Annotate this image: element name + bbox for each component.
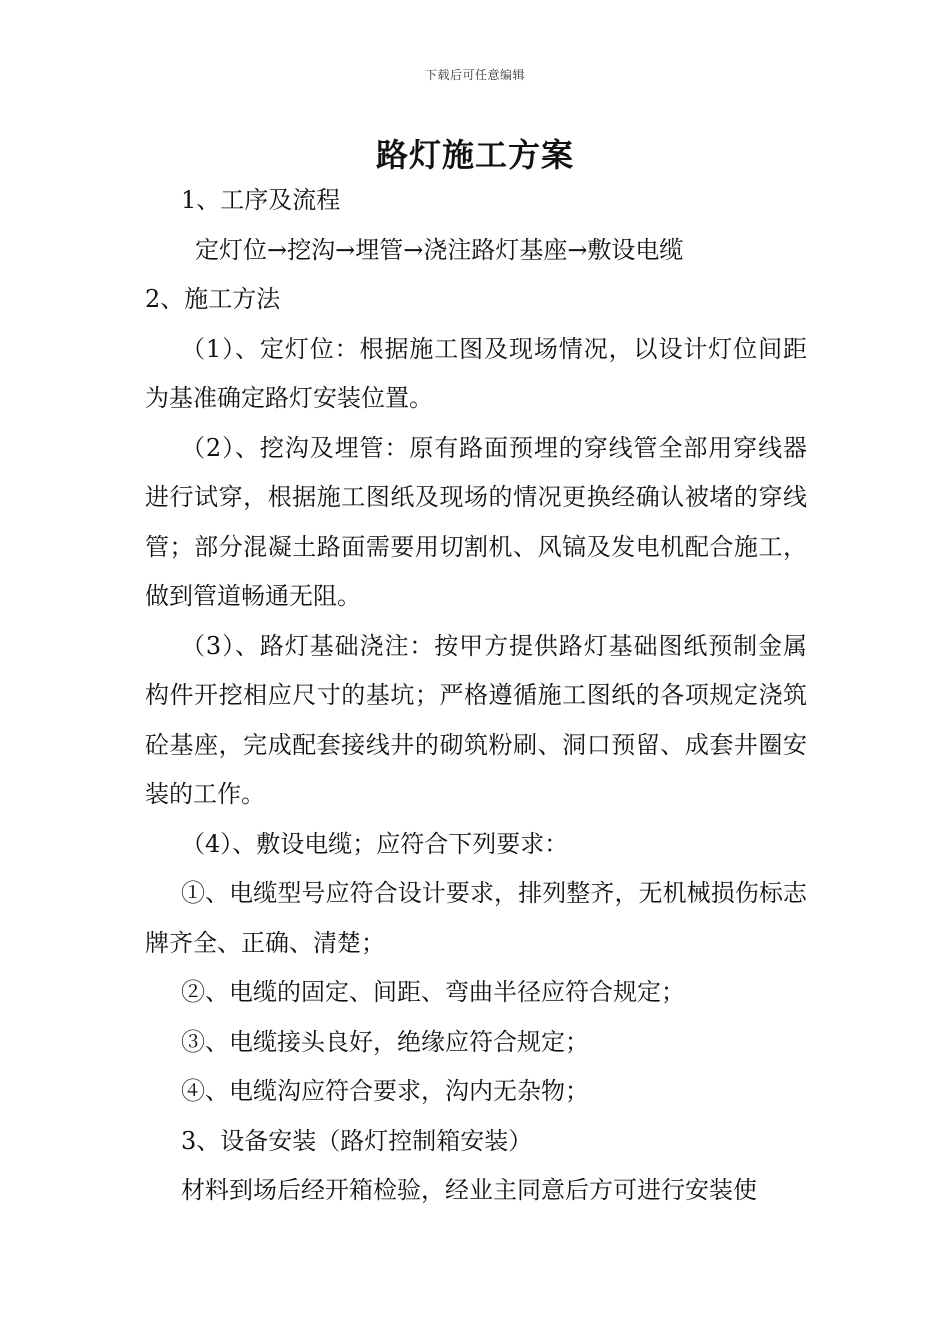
header-note: 下载后可任意编辑: [424, 68, 525, 82]
list-item: ④、电缆沟应符合要求，沟内无杂物；: [181, 1077, 589, 1105]
list-item: ③、电缆接头良好，绝缘应符合规定；: [181, 1027, 589, 1056]
process-flow: 定灯位→挖沟→埋管→浇注路灯基座→敷设电缆: [195, 235, 684, 264]
paragraph: （3）、路灯基础浇注：按甲方提供路灯基础图纸预制金属构件开挖相应尺寸的基坑；严格遵循施工图纸的各项规定浇筑砼基座，完成配套接线井的砌筑粉刷、洞口预留、成套井圈安装的工作。: [145, 631, 807, 808]
document-body: [145, 176, 807, 1216]
paragraph: 材料到场后经开箱检验，经业主同意后方可进行安装使: [181, 1176, 757, 1204]
paragraph: （2）、挖沟及埋管：原有路面预埋的穿线管全部用穿线器进行试穿，根据施工图纸及现场的情况更换经确认被堵的穿线管；部分混凝土路面需要用切割机、风镐及发电机配合施工，做到管道畅通无阻。: [145, 433, 807, 610]
section-heading: 2、施工方法: [145, 285, 281, 313]
section-heading: 1、工序及流程: [181, 186, 341, 214]
list-item: ②、电缆的固定、间距、弯曲半径应符合规定；: [181, 978, 685, 1006]
document-title: 路灯施工方案: [375, 136, 574, 174]
list-item: ①、电缆型号应符合设计要求，排列整齐，无机械损伤标志牌齐全、正确、清楚；: [145, 879, 807, 957]
paragraph: （1）、定灯位：根据施工图及现场情况，以设计灯位间距为基准确定路灯安装位置。: [145, 334, 807, 412]
section-heading: 3、设备安装（路灯控制箱安装）: [181, 1126, 533, 1155]
paragraph: （4）、敷设电缆；应符合下列要求：: [181, 829, 569, 858]
